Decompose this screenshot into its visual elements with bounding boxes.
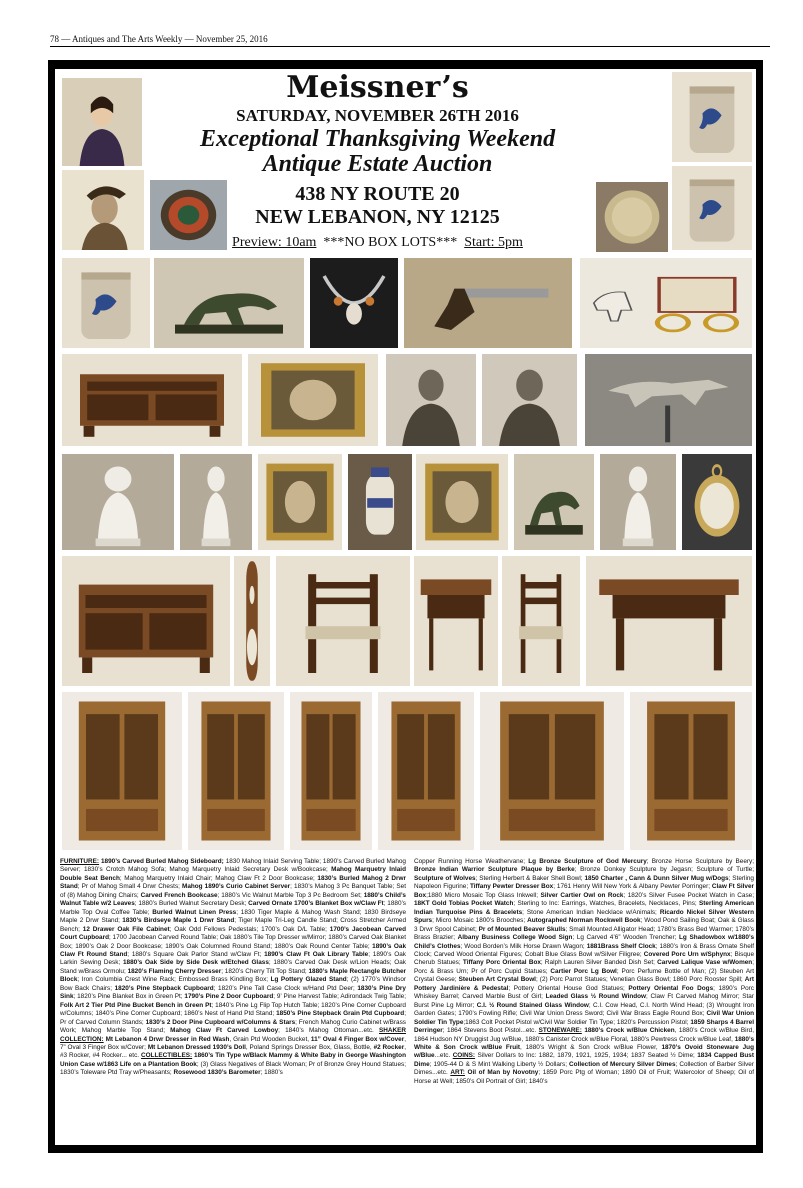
featured-lot: 1834 Capped Bust Dime xyxy=(414,1052,754,1068)
stoneware-crock-bird-photo xyxy=(672,72,752,162)
featured-lot: Civil War Union Soldier Tin Type xyxy=(414,1010,754,1026)
section-heading: COINS: xyxy=(452,1052,476,1060)
featured-lot: 1880’s Maple Rectangle Butcher Block xyxy=(60,967,407,984)
preview-time: Preview: 10am xyxy=(232,235,317,250)
start-time: Start: 5pm xyxy=(464,235,523,250)
lot-text: ; 1864 Stevens Boot Pistol...etc. xyxy=(442,1027,539,1035)
antique-photograph-woman-photo xyxy=(386,354,476,446)
lot-text: ; Ralph Lauren Silver Banded Dish Set; xyxy=(540,959,658,967)
section-heading: SHAKER COLLECTION: xyxy=(60,1027,406,1043)
featured-lot: 1830’s 2 Door Pine Cupboard w/Columns & Stars xyxy=(145,1018,296,1026)
lot-text: ; 1700 Jacobean Carved Round Table; Oak 1880’s Tile Top Dresser w/Mirror; 1880’s Carved Oak Blanket Box; 1890’s Oak 2 Door Bookcase; 1890’s Oak Columned Round Stand; 1880’s Oak Round Center Table; xyxy=(60,934,406,950)
lot-text: ; Claw Ft Carved Mahog Mirror; Star Burst Pine Lg Mirror; xyxy=(414,993,754,1009)
featured-lot: Burled Walnut Linen Press xyxy=(152,908,237,916)
featured-lot: 11” Oval 4 Finger Box w/Cover xyxy=(310,1035,405,1043)
lot-text: ;1863 Colt Pocket Pistol w/Civil War Soldier Tin Type; 1820’s Percussion Pistol; xyxy=(463,1018,691,1026)
lot-text: , 1880’s Wright & Son Crock w/Blue Flower, xyxy=(520,1043,662,1051)
featured-lot: Pr of Mounted Beaver Skulls xyxy=(478,925,566,933)
lot-text: ; Wood Pond Sailing Boat; Oak & Glass 3 Drwr Spool Cabinet; xyxy=(414,917,755,933)
featured-lot: 1820’s Pine Stepback Cupboard xyxy=(114,984,214,992)
lot-text: ; Iron Columbia Crest Wine Rack; Embossed Brass Kindling Box; xyxy=(77,976,271,984)
no-box-lots: ***NO BOX LOTS*** xyxy=(323,235,458,250)
marble-bust-photo xyxy=(600,454,676,550)
featured-lot: Steuben Art Crystal Bowl xyxy=(458,976,536,984)
featured-lot: Cartier Porc Lg Bowl xyxy=(550,967,617,975)
settee-photo xyxy=(276,556,410,686)
featured-lot: Covered Porc Urn w/Sphynx xyxy=(643,950,731,958)
headline-line-1: Exceptional Thanksgiving Weekend xyxy=(199,126,556,152)
featured-lot: Carved Ornate 1700’s Blanket Box w/Claw Ft xyxy=(248,900,384,908)
featured-lot: 1880’s Oak Side by Side Desk w/Etched Glass xyxy=(122,959,269,967)
horse-weathervane-photo xyxy=(585,354,752,446)
featured-lot: Albany Business College Wood Sign xyxy=(457,934,573,942)
bronze-horse-sculpture-photo xyxy=(154,258,304,348)
stoneware-plate-photo xyxy=(596,182,668,252)
headline-line-2: Antique Estate Auction xyxy=(262,151,493,177)
featured-lot: Tiffany Pewter Dresser Box xyxy=(469,883,554,891)
lot-text: , Poland Springs Dresser Box, Glass, Bottle, xyxy=(245,1043,374,1051)
lot-text: ; Tiger Maple Tri-Leg Candle Stand; Cross Stretcher Armed Bench; xyxy=(60,917,406,933)
bookcase-photo xyxy=(290,692,372,850)
featured-lot: 1830’s Pine Dry Sink xyxy=(60,984,406,1001)
stoneware-jug-flower-photo xyxy=(672,166,752,250)
lot-text: ; 1820’s Cherry Tilt Top Stand; xyxy=(221,967,309,975)
section-heading: STONEWARE: xyxy=(538,1027,582,1035)
lot-text: ; (3) Glass Negatives of Black Woman; Pr of Bronze Grey Hound Statues; 1830’s Toleware Ptd Tray w/Pheasants; xyxy=(60,1060,406,1077)
featured-lot: 1880’s Crock w/Blue Chicken xyxy=(584,1027,675,1035)
tilt-top-table-photo xyxy=(414,556,498,686)
lot-text: , 1880’s Crock w/Blue Bird, 1864 Hudson NY Druggist Jug w/Blue, 1880’s Canister Crock w/Blue Floral, 1880’s Pewtress Crock w/Blue Leaf, xyxy=(414,1027,754,1043)
lot-text: ...etc. xyxy=(434,1052,453,1060)
lot-text: ; 1890’s Porc Whiskey Barrel; Carved Marble Bust of Girl; xyxy=(414,984,754,1001)
featured-lot: 1880’s White & Son Crock w/Blue Fruit xyxy=(414,1035,754,1051)
featured-lot: #2 Rocker xyxy=(373,1043,405,1051)
featured-lot: Lg Pottery Glazed Stand xyxy=(270,976,347,984)
featured-lot: Sculpture of Wolves xyxy=(414,874,476,882)
featured-lot: Carved French Bookcase xyxy=(140,891,218,899)
pocket-watch-photo xyxy=(682,454,752,550)
lot-text: ; Porc Perfume Bottle of Man; (2) Steuben Art Crystal Geese; xyxy=(414,967,754,984)
featured-lot: Art Pottery Jardinière & Pedestal xyxy=(414,976,754,992)
marble-top-table-photo xyxy=(586,556,752,686)
lot-text: ; 1880’s Burled Walnut Secretary Desk; xyxy=(134,900,249,908)
listing-column-2 xyxy=(414,858,754,1086)
lot-text: ; 1890’s Oak Larkin Sewing Desk; xyxy=(60,950,406,967)
derringer-pistol-photo xyxy=(404,258,572,348)
featured-lot: Claw Ft Silver Box xyxy=(414,883,754,899)
featured-lot: 1890’s Oak Claw Ft Round Stand xyxy=(60,942,406,958)
featured-lot: 12 Drawer Oak File Cabinet xyxy=(82,925,170,933)
jacobean-sideboard-photo xyxy=(62,354,242,446)
featured-lot: Lg Shadowbox w/1880’s Child’s Clothes xyxy=(414,934,754,950)
featured-lot: Tiffany Porc Oriental Box xyxy=(462,959,541,967)
lot-text: ; 1905-44 D & S Mint Walking Liberty ½ Dollars; xyxy=(429,1060,570,1068)
lot-text: ; 1830 Tiger Maple & Mahog Wash Stand; 1830 Birdseye Maple 2 Drwr Stand; xyxy=(60,908,407,925)
lot-text: ; 1761 Henry Will New York & Albany Pewter Porringer; xyxy=(553,883,712,891)
lot-text: Copper Running Horse Weathervane; xyxy=(414,858,529,865)
lot-text: Silver Dollars to Inc: 1882, 1879, 1921, 1925, 1934; 1837 Seated ½ Dime; xyxy=(475,1052,698,1060)
lot-text: ; French Mahog Curio Cabinet w/Brass Work; Mahog Marble Top Stand; xyxy=(60,1018,406,1035)
featured-lot: 1860’s Tin Type w/Black Mammy & White Baby in George Washington Union Case w/1863 Life on a Plantation Book xyxy=(60,1052,406,1068)
listing-column-1 xyxy=(60,858,406,1078)
burled-cabinet-photo xyxy=(62,692,182,850)
featured-lot: Lg Bronze Sculpture of God Mercury xyxy=(528,858,647,865)
featured-lot: Mahog 1890’s Curio Cabinet Server xyxy=(182,883,291,891)
lot-text: ; Oak Odd Fellows Pedestals; 1700’s Oak D/L Table; xyxy=(169,925,330,933)
auctioneer-name: Meissner’s xyxy=(286,70,469,105)
address-line-2: NEW LEBANON, NY 12125 xyxy=(255,206,500,228)
lot-text: ; Small Mounted Alligator Head; 1780’s Brass Bed Warmer; 1780’s Brass Brazier; xyxy=(414,925,754,942)
featured-lot: 1830’s Burled Mahog 2 Drwr Stand xyxy=(60,874,406,891)
lot-text: ; 1830’s Mahog 3 Pc Banquet Table; Set of (8) Mahog Dining Chairs; xyxy=(60,883,406,899)
lot-text: ; 1880’s Vic Walnut Marble Top 3 Pc Bedroom Set; xyxy=(217,891,364,899)
lot-text: ; Bronze Donkey Sculpture by Jegasn; Sculpture of Turtle; xyxy=(574,866,754,874)
lot-text: ; Sterling Napoleon Figurine; xyxy=(414,874,754,891)
silver-necklace-photo xyxy=(310,258,398,348)
featured-lot: Collection of Mercury Silver Dimes xyxy=(569,1060,676,1068)
lot-text: ; 1820’s Pine Blanket Box in Green Pt; xyxy=(73,993,185,1001)
lot-text: ; Sterling to Inc: Earrings, Watches, Bracelets, Necklaces, Pins; xyxy=(513,900,700,908)
featured-lot: 1880’s Child’s Walnut Table w/2 Leaves xyxy=(60,891,406,908)
lot-text: 1830 Mahog Inlaid Serving Table; 1890’s Carved Burled Mahog Server; 1830’s Crotch Mahog Sofa; Mahog Marquetry Inlaid Secretary Desk w/Bookcase; xyxy=(60,858,406,874)
featured-lot: Mahog Claw Ft Carved Lowboy xyxy=(170,1027,279,1035)
featured-lot: 1830’s Birdseye Maple 1 Drwr Stand xyxy=(122,917,235,925)
featured-lot: Ricardo Nickel Silver Western Spurs xyxy=(414,908,754,925)
featured-lot: 1890’s Carved Burled Mahog Sideboard; xyxy=(100,858,224,865)
lot-text: ; Pr of Mahog Small 4 Drwr Chests; xyxy=(77,883,182,891)
lot-text: ; 1880’s Square Oak Parlor Stand w/Claw Ft; xyxy=(127,950,265,958)
address-line-1: 438 NY ROUTE 20 xyxy=(295,183,460,205)
auction-date: SATURDAY, NOVEMBER 26TH 2016 xyxy=(236,106,519,125)
carved-court-cupboard-photo xyxy=(630,692,752,850)
lot-text: , 7” Oval 3 Finger Box w/Cover; xyxy=(60,1035,406,1051)
lot-text: ; 1880’s Marble Top Oval Coffee Table; xyxy=(60,900,407,916)
porcelain-figure-photo xyxy=(180,454,252,550)
running-head: 78 — Antiques and The Arts Weekly — November 25, 2016 xyxy=(50,34,268,44)
featured-lot: Leaded Glass ½ Round Window xyxy=(545,993,647,1001)
featured-lot: 1859 Sharps 4 Barrel Derringer xyxy=(414,1018,754,1035)
featured-lot: Silver Cartier Owl on Rock xyxy=(540,891,624,899)
running-head-rule xyxy=(50,46,770,47)
oak-wardrobe-photo xyxy=(480,692,624,850)
section-heading: FURNITURE: xyxy=(60,858,100,865)
parian-figures-photo xyxy=(62,454,174,550)
section-heading: ART: xyxy=(450,1069,465,1077)
lot-text: ; Bronze Horse Sculpture by Beery; xyxy=(646,858,754,865)
featured-lot: 1790’s Pine 2 Door Cupboard xyxy=(184,993,274,1001)
marble-dresser-mirror-photo xyxy=(378,692,474,850)
antique-photograph-boy-photo xyxy=(482,354,577,446)
featured-lot: Pottery Oriental Foo Dogs xyxy=(628,984,714,992)
featured-lot: Mahog Marquetry Inlaid Double Seat Bench xyxy=(60,866,406,882)
lot-text: ; Micro Mosaic 1800’s Brooches; xyxy=(432,917,528,925)
cherry-dresser-photo xyxy=(62,556,230,686)
stoneware-crock-chicken-photo xyxy=(62,258,150,348)
lot-text: ; C.I. Cow Head, C.I. North Wind Head; (3) Wrought Iron Garden Gates; 1790’s Fowling Rifle; Civil War Union Dress Sword; Civil War Brass Eagle Round Box; xyxy=(414,1001,754,1018)
featured-lot: Bronze Indian Warrior Sculpture Plaque by Berke xyxy=(414,866,575,874)
lot-text: ; Mahog Marquetry Inlaid Chair; Mahog Claw Ft 2 Door Bookcase; xyxy=(119,874,318,882)
featured-lot: Carved Lalique Vase w/Women xyxy=(657,959,753,967)
shaker-rocker-photo xyxy=(502,556,580,686)
lot-text: ; Sterling Herbert & Baker Shell Bowl; xyxy=(475,874,585,882)
lot-text: ; Pr of Carved Column Stands; xyxy=(60,1010,406,1026)
lot-text: ; (2) Porc Parrot Statues; Venetian Glass Bowl; 1860 Porc Rooster Spill; xyxy=(535,976,745,984)
featured-lot: 1870’s Ovoid Stoneware Jug w/Blue xyxy=(414,1043,754,1060)
portrait-painting-photo xyxy=(62,78,142,166)
featured-lot: 1881Brass Shelf Clock xyxy=(586,942,656,950)
lot-text: ; 1880’s xyxy=(260,1069,283,1077)
featured-lot: Rosewood 1830’s Barometer xyxy=(173,1069,261,1077)
lot-text: ; Collection of Barber Silver Dimes...etc. xyxy=(414,1060,754,1077)
lot-text: ; 1840’s Mahog Ottoman...etc. xyxy=(278,1027,379,1035)
featured-lot: Autographed Norman Rockwell Book xyxy=(527,917,641,925)
lot-text: ; Lg Carved 4’6” Wooden Trencher; xyxy=(572,934,680,942)
toy-horse-wagon-photo xyxy=(580,258,752,348)
featured-lot: 1850 Charter , Cann & Dunn Silver Mug w/Dogs xyxy=(584,874,729,882)
lot-text: ;1880 Micro Mosaic Top Glass Inkwell; xyxy=(426,891,541,899)
lot-text: ; Stone American Indian Necklace w/Animals; xyxy=(522,908,660,916)
lot-text: ; 9’ Pine Harvest Table; Adirondack Twig Table; xyxy=(273,993,406,1001)
lot-text: , Grain Ptd Wooden Bucket, xyxy=(229,1035,311,1043)
lot-text: ; 1859 Porc Ptg of Woman; 1890 Oil of Fruit; Watercolor of Sheep; Oil of Horse at Well; 1850’s Oil Portrait of Girl; 1840’s xyxy=(414,1069,755,1085)
featured-lot: 1850’s Pine Stepback Grain Ptd Cupboard xyxy=(276,1010,405,1018)
featured-lot: 1700’s Jacobean Carved Court Cupboard xyxy=(60,925,407,942)
lot-text: ; Wood Borden’s Milk Horse Drawn Wagon; xyxy=(460,942,587,950)
lot-text: ; Bisque Cherub Statues; xyxy=(414,950,754,967)
featured-lot: 18KT Gold Tobias Pocket Watch xyxy=(414,900,514,908)
lot-text: ; 1820’s Silver Fusee Pocket Watch in Case; xyxy=(623,891,754,899)
lot-text: ; Porc & Brass Urn; Pr of Porc Cupid Statues; xyxy=(414,959,754,975)
lot-text: ; 1840’s Pine Lg Flip Top Hutch Table; 1820’s Pine Corner Cupboard w/Columns; 1840’s Pine Corner Cupboard; 1860’s Nest of Hand Ptd Stand; xyxy=(60,1001,406,1018)
banjo-barometer-photo xyxy=(234,556,270,686)
lot-text: ; 1820’s Pine Tall Case Clock w/Hand Ptd Deer; xyxy=(213,984,358,992)
section-heading: COLLECTIBLES: xyxy=(140,1052,193,1060)
rembrandt-etching-photo xyxy=(62,170,144,250)
oval-portrait-photo xyxy=(416,454,508,550)
lot-text: , #3 Rocker, #4 Rocker... etc. xyxy=(60,1043,406,1060)
whiskey-jar-photo xyxy=(348,454,412,550)
framed-tintype-photo xyxy=(258,454,342,550)
medallion-plaque-photo xyxy=(150,180,227,250)
featured-lot: Folk Art 2 Tier Ptd Pine Bucket Bench in Green Pt xyxy=(60,1001,212,1009)
featured-lot: Mt Lebanon 4 Drwr Dresser in Red Wash xyxy=(105,1035,230,1043)
inlaid-secretary-photo xyxy=(188,692,284,850)
lot-text: ; Pottery Oriental House God Statues; xyxy=(508,984,629,992)
lot-text: ; 1880’s Carved Oak Desk w/Lion Heads; Oak Stand w/Brass Ormolu; xyxy=(60,959,406,975)
featured-lot: Oil of Man by Novotny xyxy=(467,1069,539,1077)
featured-lot: Mt Lebanon Dressed 1930’s Doll xyxy=(147,1043,246,1051)
lot-text: ; 1880’s Iron & Brass Ornate Shelf Clock; Carved Wood Oriental Figures; Cobalt Blue Glass Bowl w/Silver Filigree; xyxy=(414,942,754,958)
featured-lot: C.I. ½ Round Stained Glass Window xyxy=(476,1001,589,1009)
still-life-painting-photo xyxy=(248,354,378,446)
featured-lot: 1890’s Claw Ft Oak Library Table xyxy=(264,950,369,958)
featured-lot: 1820’s Flaming Cherry Dresser xyxy=(127,967,222,975)
featured-lot: Sterling American Indian Turquoise Pins & Bracelets xyxy=(414,900,754,916)
bronze-figure-photo xyxy=(514,454,594,550)
lot-text: ; (2) 1770’s Windsor Bow Back Chairs; xyxy=(60,976,406,992)
